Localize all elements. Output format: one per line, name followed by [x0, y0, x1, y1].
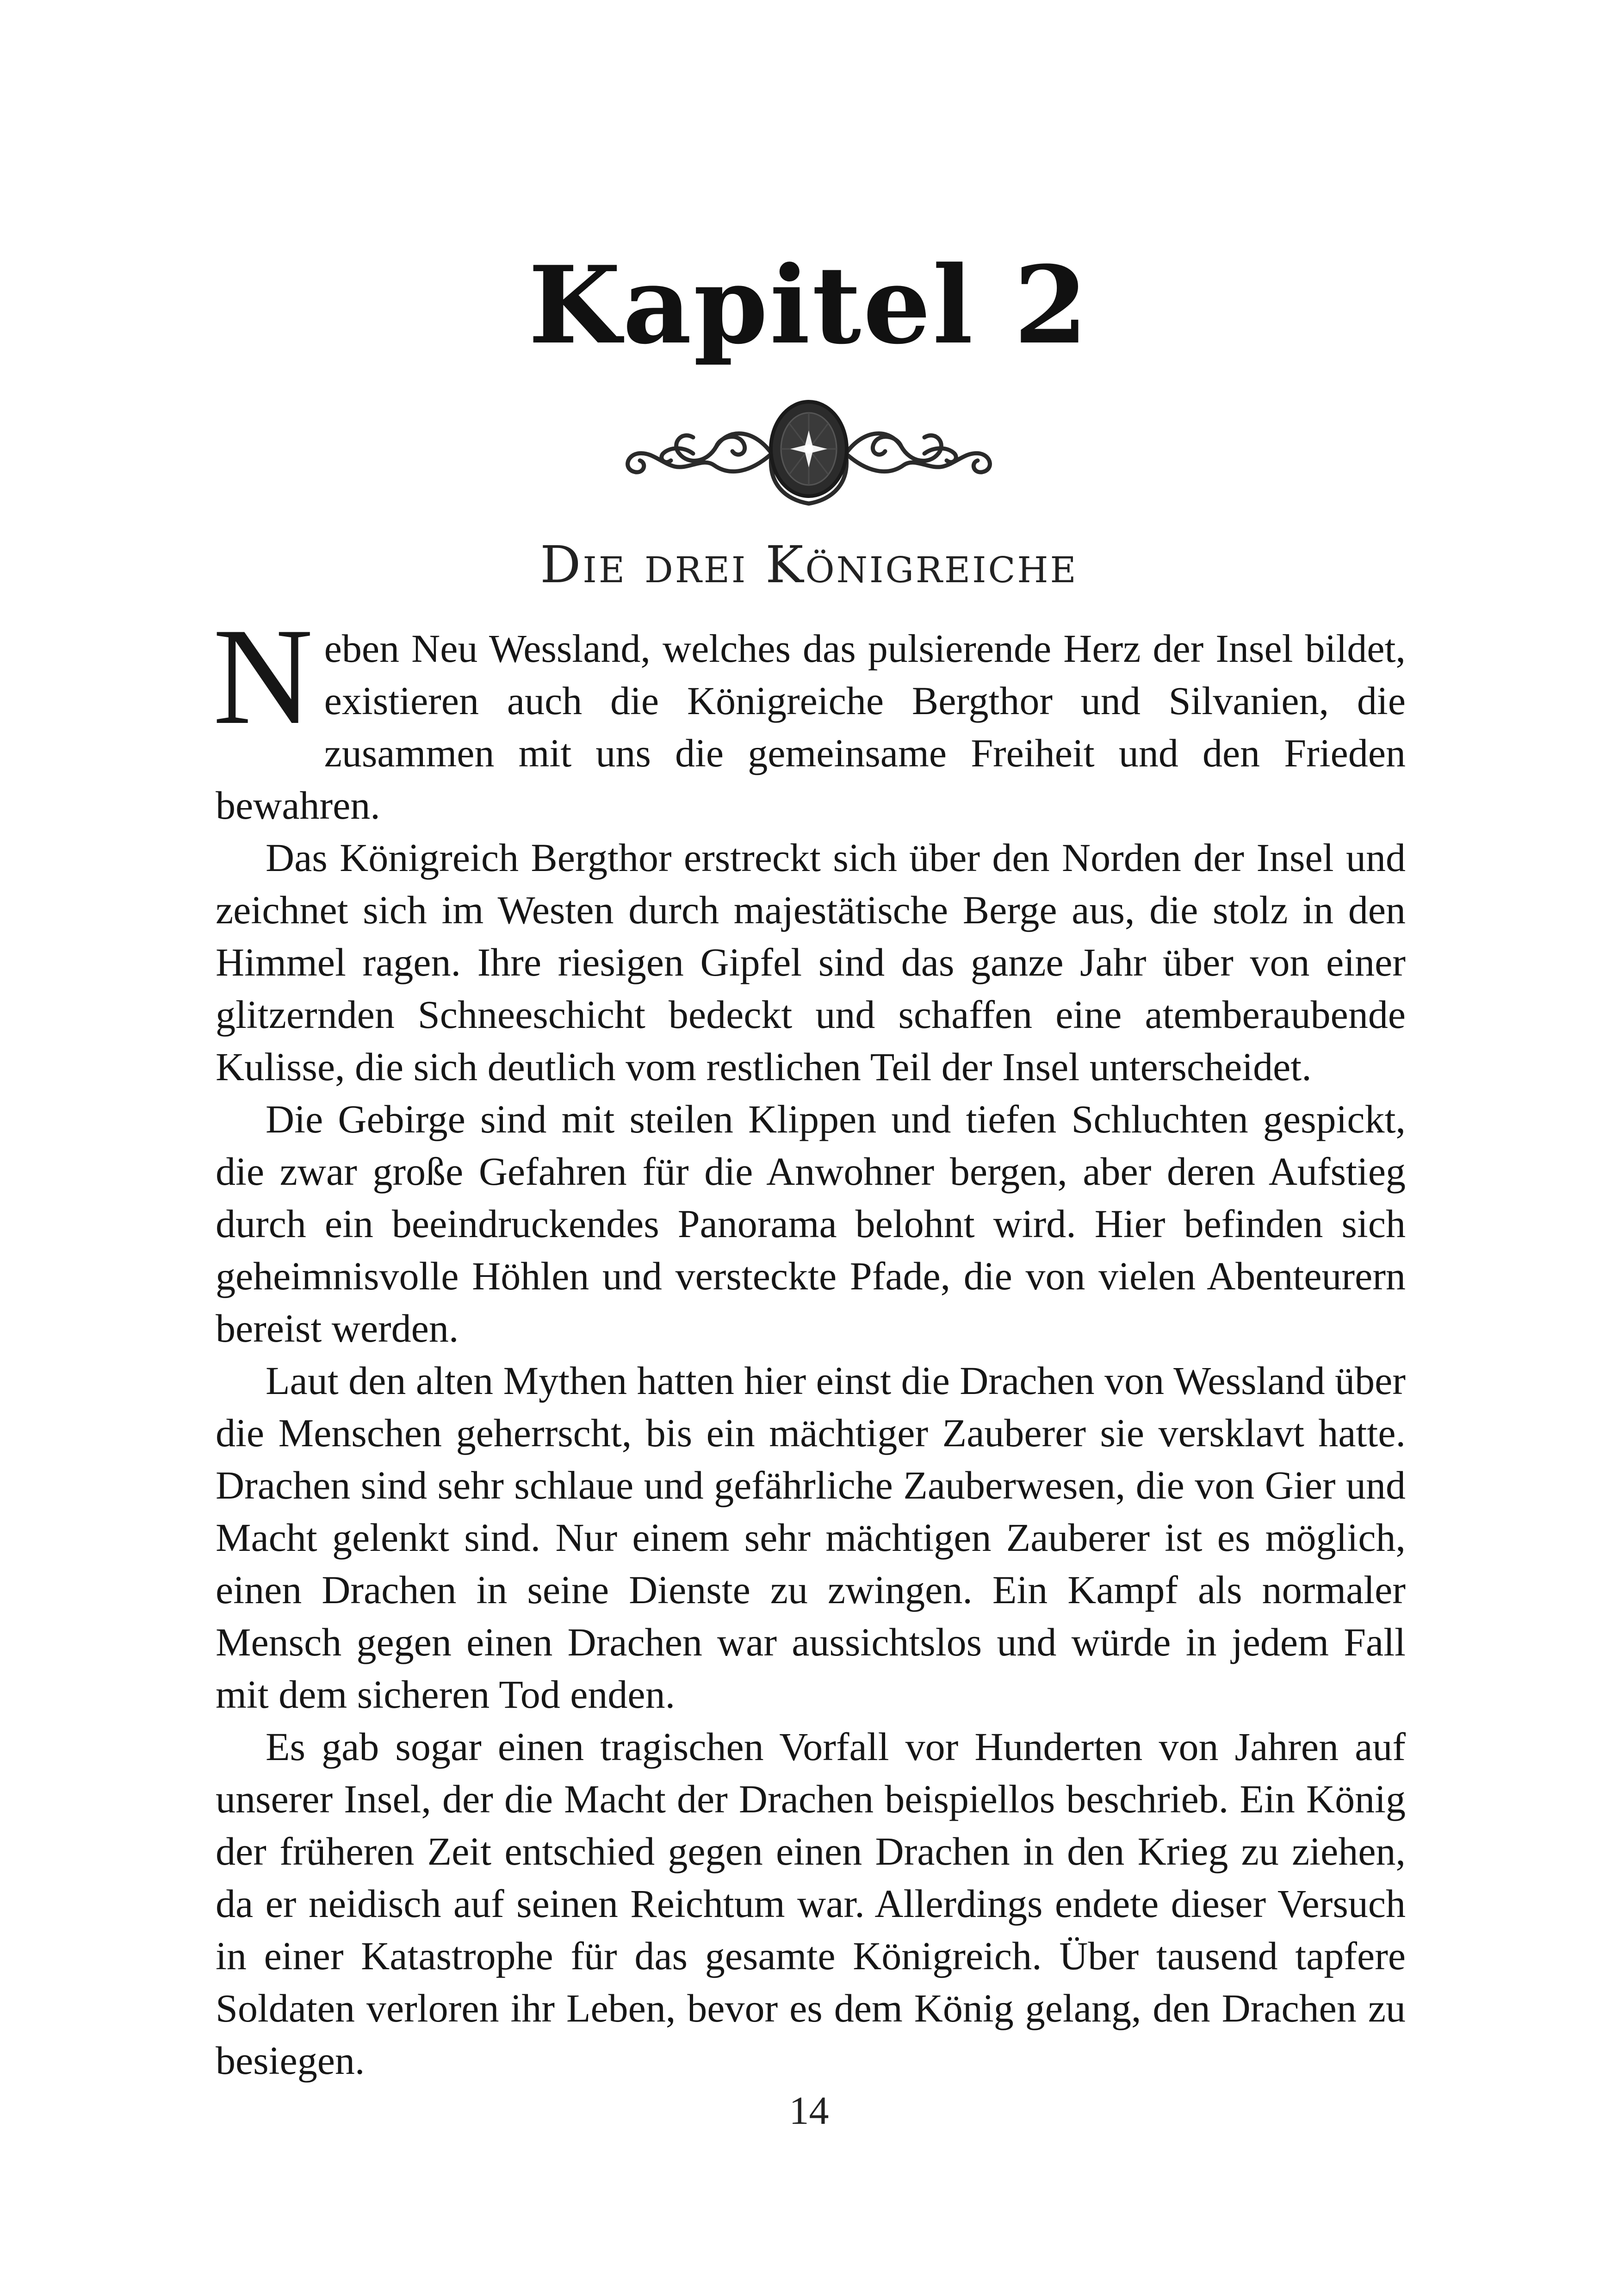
- ornament-gem-icon: [619, 384, 998, 509]
- chapter-subtitle: Die drei Königreiche: [540, 535, 1078, 594]
- paragraph-3: Die Gebirge sind mit steilen Klippen und tiefen Schluchten gespickt, die zwar große Gefahren für die Anwohner bergen, aber deren Aufstieg durch ein beeindruckendes Panorama belohnt wird. Hier befinden sich geheimnisvolle Höhlen und versteckte Pfade, die von vielen Abenteurern bereist werden.: [216, 1097, 1406, 1350]
- paragraph-1: [213, 599, 1406, 832]
- chapter-body: [213, 599, 1406, 2087]
- chapter-title: Kapitel 2: [528, 243, 1090, 368]
- paragraph-2: Das Königreich Bergthor erstreckt sich über den Norden der Insel und zeichnet sich im Westen durch majestätische Berge aus, die stolz in den Himmel ragen. Ihre riesigen Gipfel sind das ganze Jahr über von einer glitzernden Schneeschicht bedeckt und schaffen eine atemberaubende Kulisse, die sich deutlich vom restlichen Teil der Insel unterscheidet.: [216, 835, 1406, 1089]
- paragraph-text: eben Neu Wessland, welches das pulsierende Herz der Insel bildet, existieren auch die Königreiche Bergthor und Silvanien, die zusammen mit uns die gemeinsame Freiheit und den Frieden bewahren.: [216, 626, 1406, 828]
- paragraph-5: Es gab sogar einen tragischen Vorfall vor Hunderten von Jahren auf unserer Insel, der die Macht der Drachen beispiellos beschrieb. Ein König der früheren Zeit entschied gegen einen Drachen in den Krieg zu ziehen, da er neidisch auf seinen Reichtum war. Allerdings endete dieser Versuch in einer Katastrophe für das gesamte Königreich. Über tausend tapfere Soldaten verloren ihr Leben, bevor es dem König gelang, den Drachen zu besiegen.: [216, 1724, 1406, 2083]
- paragraph-4: Laut den alten Mythen hatten hier einst die Drachen von Wessland über die Menschen geherrscht, bis ein mächtiger Zauberer sie versklavt hatte. Drachen sind sehr schlaue und gefährliche Zauberwesen, die von Gier und Macht gelenkt sind. Nur einem sehr mächtigen Zauberer ist es möglich, einen Drachen in seine Dienste zu zwingen. Ein Kampf als normaler Mensch gegen einen Drachen war aussichtslos und würde in jedem Fall mit dem sicheren Tod enden.: [216, 1358, 1406, 1717]
- drop-cap: N: [213, 599, 313, 753]
- page-number: 14: [789, 2088, 829, 2133]
